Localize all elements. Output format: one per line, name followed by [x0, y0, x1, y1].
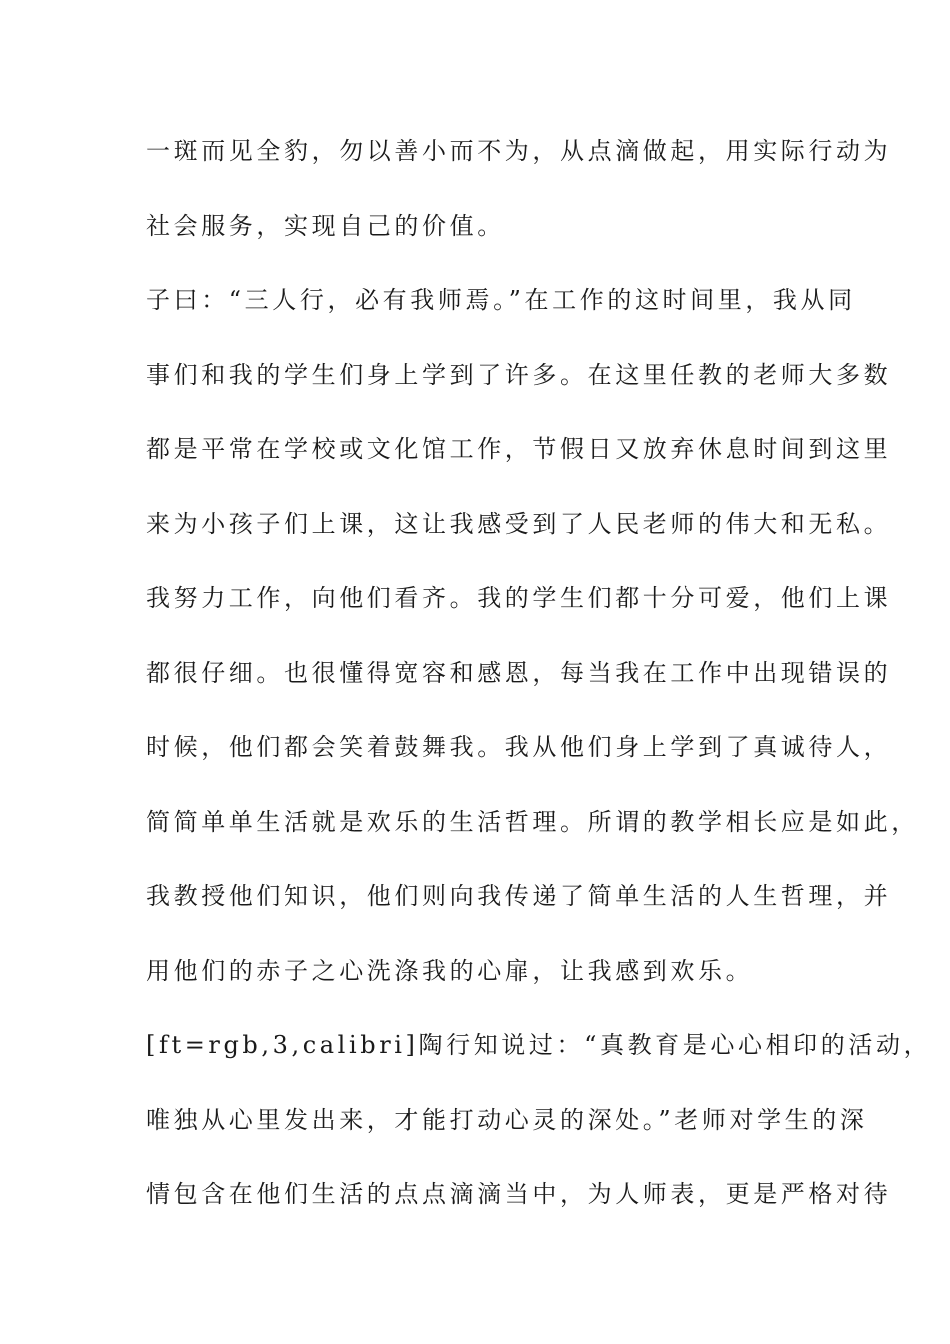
text-line-6: 来为小孩子们上课，这让我感受到了人民老师的伟大和无私。 — [146, 509, 892, 538]
text-line-9: 时候，他们都会笑着鼓舞我。我从他们身上学到了真诚待人， — [146, 733, 892, 761]
text-line-2: 社会服务，实现自己的价值。 — [146, 211, 505, 240]
text-line-5: 都是平常在学校或文化馆工作，节假日又放弃休息时间到这里 — [146, 435, 892, 463]
text-line-11: 我教授他们知识，他们则向我传递了简单生活的人生哲理，并 — [146, 882, 892, 910]
text-line-15: 情包含在他们生活的点点滴滴当中，为人师表，更是严格对待 — [146, 1180, 892, 1208]
text-line-3: 子曰：“三人行，必有我师焉。”在工作的这时间里，我从同 — [146, 286, 856, 314]
text-line-12: 用他们的赤子之心洗涤我的心扉，让我感到欢乐。 — [146, 956, 754, 985]
text-line-8: 都很仔细。也很懂得宽容和感恩，每当我在工作中出现错误的 — [146, 658, 892, 687]
text-line-1: 一斑而见全豹，勿以善小而不为，从点滴做起，用实际行动为 — [146, 137, 892, 165]
text-line-4: 事们和我的学生们身上学到了许多。在这里任教的老师大多数 — [146, 360, 892, 389]
text-line-13: [ft=rgb,3,calibri]陶行知说过：“真教育是心心相印的活动， — [146, 1031, 932, 1059]
text-line-14: 唯独从心里发出来，才能打动心灵的深处。”老师对学生的深 — [146, 1105, 868, 1134]
text-line-10: 简简单单生活就是欢乐的生活哲理。所谓的教学相长应是如此， — [146, 807, 919, 836]
body-text — [146, 126, 932, 1244]
text-line-7: 我努力工作，向他们看齐。我的学生们都十分可爱，他们上课 — [146, 584, 892, 612]
